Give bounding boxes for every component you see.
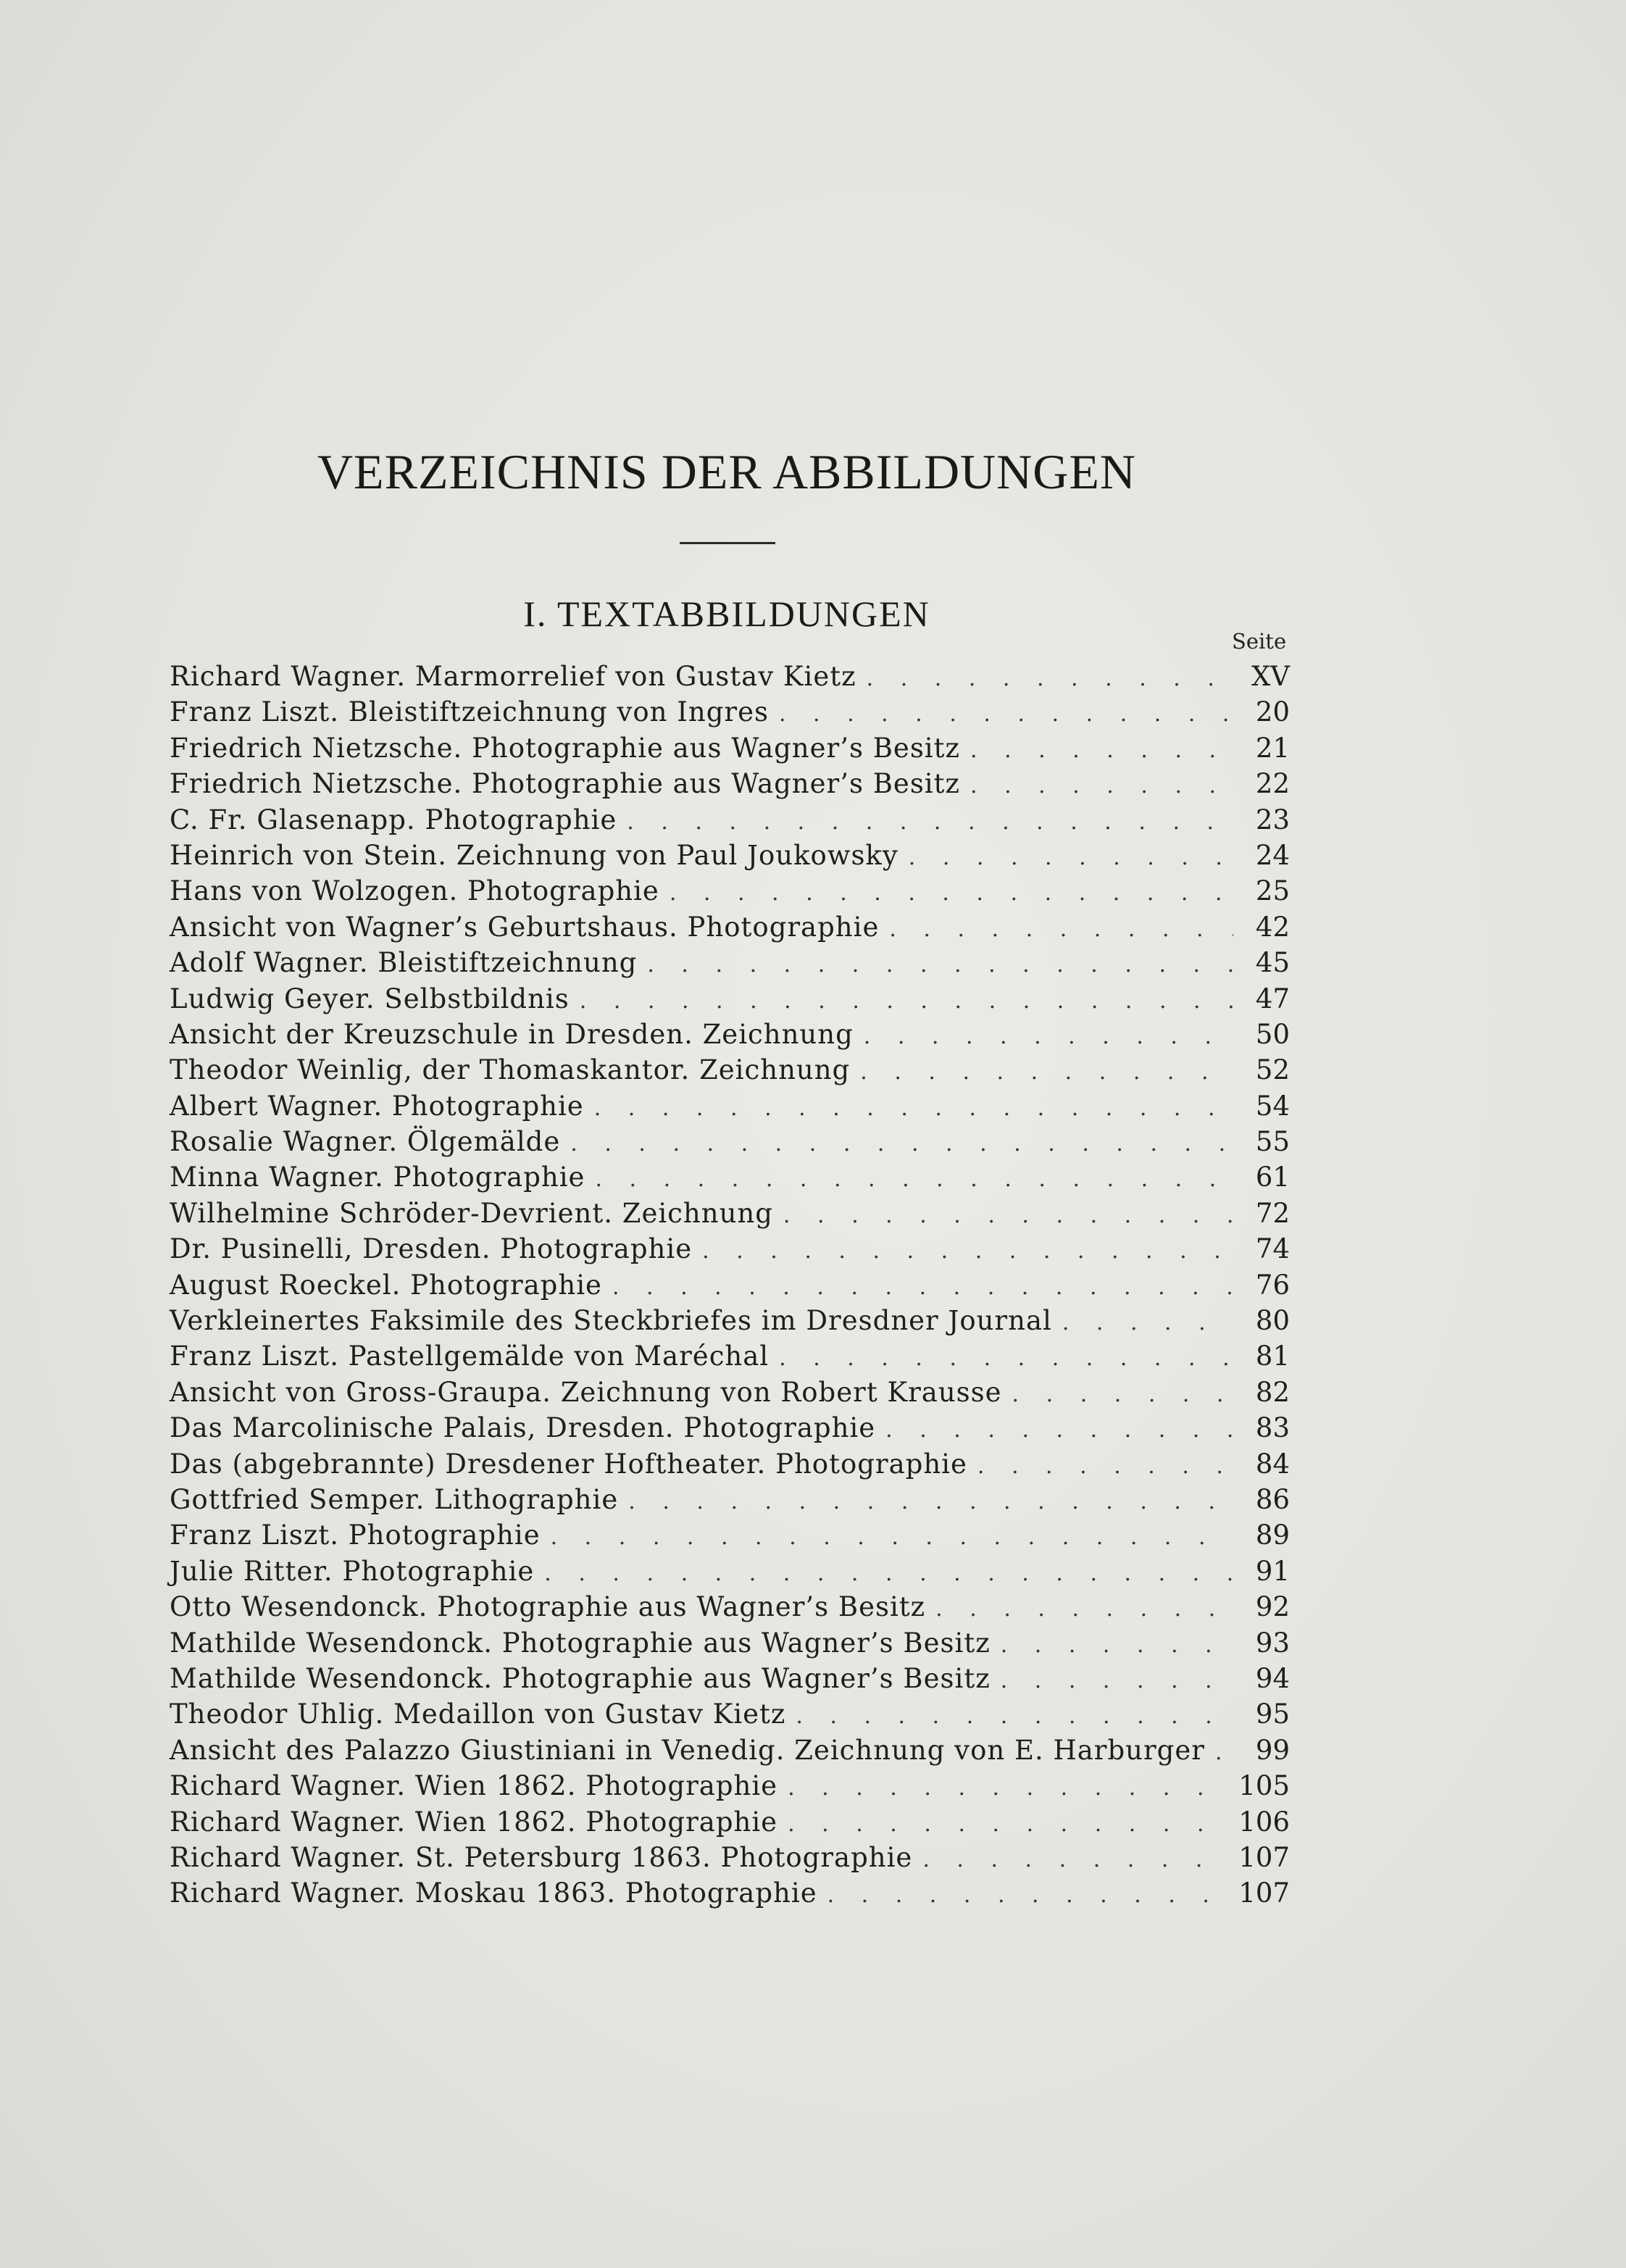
list-item [170, 804, 1290, 840]
entry-page-number: 47 [1255, 983, 1290, 1014]
entry-label: Ansicht der Kreuzschule in Dresden. Zeichnung [170, 1018, 854, 1050]
list-item [170, 1591, 1290, 1627]
list-item [170, 1877, 1290, 1913]
list-item [170, 1806, 1290, 1842]
entry-page-number: 72 [1255, 1197, 1290, 1229]
dot-leader [1062, 1310, 1233, 1335]
dot-leader [864, 1024, 1233, 1049]
dot-leader [889, 917, 1233, 942]
entry-page-number: 74 [1255, 1233, 1290, 1265]
dot-leader [1012, 1382, 1233, 1407]
dot-leader [702, 1238, 1233, 1264]
entry-page-number: 107 [1238, 1877, 1290, 1909]
dot-leader [935, 1596, 1233, 1622]
entry-page-number: 91 [1255, 1555, 1290, 1587]
entry-label: Richard Wagner. St. Petersburg 1863. Photographie [170, 1841, 913, 1873]
list-item [170, 1735, 1290, 1770]
entry-page-number: 61 [1255, 1162, 1290, 1193]
list-item [170, 1842, 1290, 1877]
list-item [170, 947, 1290, 983]
entry-page-number: 86 [1255, 1483, 1290, 1515]
entry-page-number: 76 [1255, 1269, 1290, 1301]
entry-page-number: 24 [1255, 839, 1290, 871]
entry-label: Das Marcolinische Palais, Dresden. Photographie [170, 1412, 876, 1444]
entry-page-number: 80 [1255, 1305, 1290, 1337]
list-item [170, 875, 1290, 911]
entry-label: Mathilde Wesendonck. Photographie aus Wagner’s Besitz [170, 1662, 991, 1694]
entry-page-number: 106 [1238, 1806, 1290, 1838]
entry-label: Albert Wagner. Photographie [170, 1090, 584, 1122]
title-divider [680, 542, 775, 544]
entry-page-number: 50 [1255, 1018, 1290, 1050]
entry-label: Richard Wagner. Wien 1862. Photographie [170, 1806, 778, 1838]
dot-leader [779, 701, 1233, 727]
list-item [170, 768, 1290, 804]
list-item [170, 912, 1290, 947]
entry-label: Franz Liszt. Photographie [170, 1519, 541, 1551]
dot-leader [1001, 1668, 1233, 1693]
entry-page-number: 20 [1255, 696, 1290, 728]
entry-label: C. Fr. Glasenapp. Photographie [170, 804, 617, 835]
dot-leader [612, 1275, 1233, 1300]
entry-page-number: 105 [1238, 1770, 1290, 1802]
entry-label: Ansicht von Gross-Graupa. Zeichnung von Robert Krausse [170, 1376, 1002, 1408]
list-item [170, 1270, 1290, 1305]
entry-page-number: 52 [1255, 1054, 1290, 1086]
list-item [170, 1556, 1290, 1591]
list-item [170, 1341, 1290, 1376]
dot-leader [970, 738, 1233, 763]
dot-leader [788, 1775, 1228, 1801]
list-item [170, 1054, 1290, 1090]
dot-leader [885, 1417, 1233, 1443]
entry-page-number: 54 [1255, 1090, 1290, 1122]
list-item [170, 1627, 1290, 1663]
entry-label: Mathilde Wesendonck. Photographie aus Wagner’s Besitz [170, 1627, 991, 1659]
list-item [170, 1305, 1290, 1341]
entry-label: Ansicht des Palazzo Giustiniani in Venedig. Zeichnung von E. Harburger [170, 1734, 1205, 1766]
entry-label: Theodor Uhlig. Medaillon von Gustav Kietz [170, 1698, 786, 1730]
list-item [170, 1198, 1290, 1233]
entry-label: Otto Wesendonck. Photographie aus Wagner’s Besitz [170, 1591, 926, 1623]
entry-page-number: 94 [1255, 1662, 1290, 1694]
dot-leader [860, 1059, 1233, 1085]
dot-leader [788, 1812, 1228, 1837]
entry-label: Richard Wagner. Moskau 1863. Photographie [170, 1877, 817, 1909]
dot-leader [580, 988, 1233, 1014]
list-item [170, 661, 1290, 696]
entry-label: Richard Wagner. Wien 1862. Photographie [170, 1770, 778, 1802]
entry-page-number: 55 [1255, 1126, 1290, 1158]
list-item [170, 1377, 1290, 1412]
entry-label: August Roeckel. Photographie [170, 1269, 602, 1301]
entry-label: Rosalie Wagner. Ölgemälde [170, 1126, 561, 1158]
entry-label: Richard Wagner. Marmorrelief von Gustav Kietz [170, 661, 856, 692]
list-item [170, 733, 1290, 768]
list-item [170, 1126, 1290, 1162]
dot-leader [627, 809, 1233, 835]
entry-page-number: 89 [1255, 1519, 1290, 1551]
entry-page-number: 95 [1255, 1698, 1290, 1730]
entry-label: Wilhelmine Schröder-Devrient. Zeichnung [170, 1197, 773, 1229]
dot-leader [783, 1203, 1233, 1228]
page-column-header: Seite [1232, 629, 1287, 654]
dot-leader [595, 1167, 1233, 1192]
entry-page-number: 21 [1255, 732, 1290, 764]
entry-label: Hans von Wolzogen. Photographie [170, 875, 659, 907]
dot-leader [922, 1847, 1228, 1872]
entry-page-number: 83 [1255, 1412, 1290, 1444]
list-item [170, 696, 1290, 732]
entry-page-number: 93 [1255, 1627, 1290, 1659]
dot-leader [544, 1561, 1233, 1586]
dot-leader [628, 1489, 1233, 1514]
dot-leader [909, 845, 1233, 870]
list-item [170, 1091, 1290, 1126]
entry-label: Franz Liszt. Pastellgemälde von Maréchal [170, 1341, 770, 1372]
entry-label: Minna Wagner. Photographie [170, 1162, 585, 1193]
dot-leader [570, 1131, 1233, 1156]
list-item [170, 840, 1290, 875]
entry-label: Das (abgebrannte) Dresdener Hoftheater. Photographie [170, 1448, 967, 1480]
dot-leader [594, 1096, 1233, 1121]
dot-leader [827, 1883, 1229, 1908]
list-item [170, 1484, 1290, 1519]
entry-page-number: 25 [1255, 875, 1290, 907]
entry-label: Julie Ritter. Photographie [170, 1555, 535, 1587]
list-item [170, 1698, 1290, 1734]
entry-page-number: XV [1251, 661, 1290, 692]
dot-leader [779, 1346, 1233, 1371]
list-item [170, 1412, 1290, 1448]
entry-page-number: 42 [1255, 911, 1290, 943]
entry-page-number: 81 [1255, 1341, 1290, 1372]
figure-list [170, 661, 1290, 1914]
entry-page-number: 99 [1255, 1734, 1290, 1766]
list-item [170, 1233, 1290, 1269]
dot-leader [796, 1704, 1233, 1729]
dot-leader [1215, 1740, 1233, 1765]
entry-page-number: 45 [1255, 947, 1290, 979]
entry-label: Gottfried Semper. Lithographie [170, 1483, 619, 1515]
entry-label: Verkleinertes Faksimile des Steckbriefes im Dresdner Journal [170, 1305, 1052, 1337]
entry-label: Adolf Wagner. Bleistiftzeichnung [170, 947, 638, 979]
dot-leader [551, 1525, 1233, 1550]
entry-label: Ludwig Geyer. Selbstbildnis [170, 983, 570, 1014]
list-item [170, 1519, 1290, 1555]
entry-label: Friedrich Nietzsche. Photographie aus Wagner’s Besitz [170, 732, 961, 764]
entry-page-number: 92 [1255, 1591, 1290, 1623]
entry-page-number: 23 [1255, 804, 1290, 835]
list-item [170, 1019, 1290, 1054]
list-item [170, 1770, 1290, 1806]
entry-page-number: 82 [1255, 1376, 1290, 1408]
page-title: VERZEICHNIS DER ABBILDUNGEN [317, 444, 1137, 499]
entry-page-number: 22 [1255, 768, 1290, 800]
section-heading: I. TEXTABBILDUNGEN [523, 593, 930, 634]
entry-label: Heinrich von Stein. Zeichnung von Paul Joukowsky [170, 839, 899, 871]
entry-label: Theodor Weinlig, der Thomaskantor. Zeichnung [170, 1054, 851, 1086]
list-item [170, 983, 1290, 1019]
dot-leader [977, 1454, 1233, 1479]
dot-leader [970, 773, 1233, 799]
entry-page-number: 107 [1238, 1841, 1290, 1873]
entry-label: Friedrich Nietzsche. Photographie aus Wagner’s Besitz [170, 768, 961, 800]
list-item [170, 1663, 1290, 1698]
dot-leader [1001, 1633, 1233, 1658]
dot-leader [867, 666, 1233, 691]
entry-label: Ansicht von Wagner’s Geburtshaus. Photographie [170, 911, 880, 943]
entry-label: Dr. Pusinelli, Dresden. Photographie [170, 1233, 693, 1265]
list-item [170, 1162, 1290, 1197]
entry-page-number: 84 [1255, 1448, 1290, 1480]
list-item [170, 1448, 1290, 1484]
dot-leader [670, 880, 1233, 906]
dot-leader [647, 952, 1233, 977]
entry-label: Franz Liszt. Bleistiftzeichnung von Ingres [170, 696, 769, 728]
